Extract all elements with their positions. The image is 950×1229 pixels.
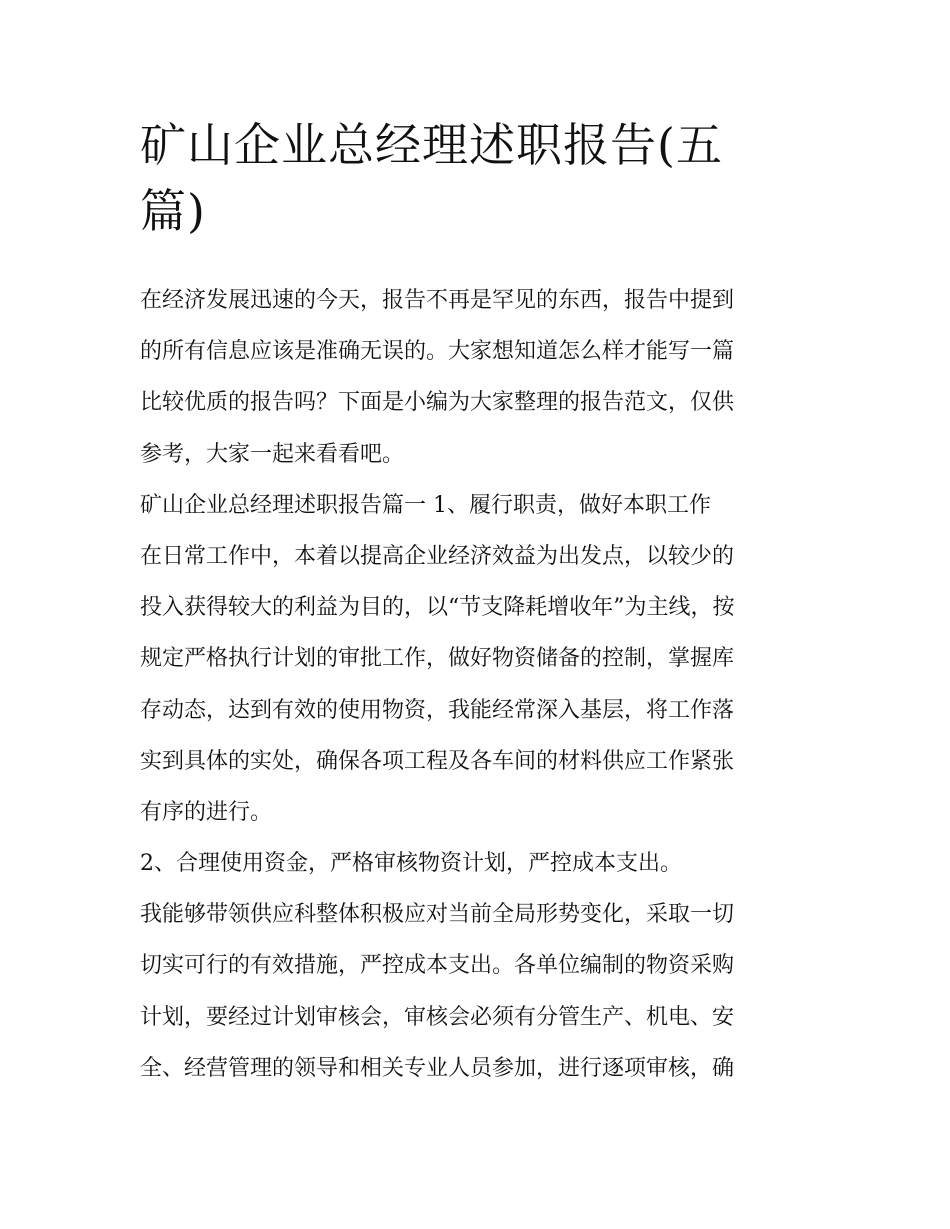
text-line: 比较优质的报告吗？下面是小编为大家整理的报告范文，仅供 [140, 390, 735, 416]
text-line: 全、经营管理的领导和相关专业人员参加，进行逐项审核，确 [140, 1055, 735, 1081]
text-line: 在经济发展迅速的今天，报告不再是罕见的东西，报告中提到 [140, 288, 735, 313]
text-line: 在日常工作中，本着以提高企业经济效益为出发点，以较少的 [140, 543, 735, 569]
text-line: 有序的进行。 [140, 799, 273, 825]
text-line: 切实可行的有效措施，严控成本支出。各单位编制的物资采购 [140, 953, 735, 979]
title-line: 篇) [140, 184, 206, 238]
text-line: 规定严格执行计划的审批工作，做好物资储备的控制，掌握库 [140, 646, 735, 672]
text-line: 参考，大家一起来看看吧。 [140, 441, 405, 467]
section-heading: 2、合理使用资金，严格审核物资计划，严控成本支出。 [140, 851, 682, 877]
document-title [140, 112, 820, 244]
text-line: 的所有信息应该是准确无误的。大家想知道怎么样才能写一篇 [140, 339, 735, 365]
section-heading: 矿山企业总经理述职报告篇一 1、履行职责，做好本职工作 [140, 492, 711, 518]
text-line: 实到具体的实处，确保各项工程及各车间的材料供应工作紧张 [140, 748, 735, 774]
text-line: 投入获得较大的利益为目的，以“节支降耗增收年”为主线，按 [140, 595, 735, 621]
text-line: 我能够带领供应科整体积极应对当前全局形势变化，采取一切 [140, 902, 735, 928]
title-line: 矿山企业总经理述职报告(五 [140, 118, 723, 172]
text-line: 存动态，达到有效的使用物资，我能经常深入基层，将工作落 [140, 697, 735, 723]
document-body [140, 275, 820, 1094]
text-line: 计划，要经过计划审核会，审核会必须有分管生产、机电、安 [140, 1004, 735, 1030]
